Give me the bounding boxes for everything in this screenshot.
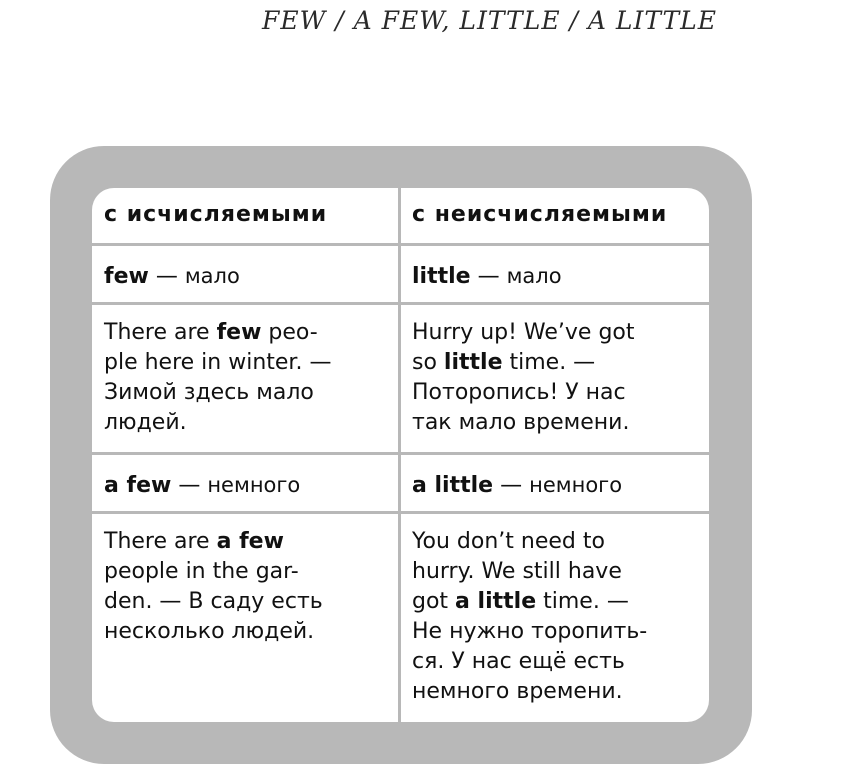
cell-few: [92, 261, 398, 292]
example-line: [412, 348, 709, 378]
example-line: Hurry up! We’ve got: [412, 320, 635, 345]
cell-little: [398, 261, 709, 292]
bold-fragment: little: [443, 350, 503, 375]
example-line: несколько людей.: [104, 619, 315, 644]
example-line: Не нужно торопить-: [412, 619, 648, 644]
meaning-little: мало: [506, 264, 562, 288]
example-line: людей.: [104, 410, 187, 435]
text-fragment: There are: [104, 320, 217, 345]
dash: —: [148, 264, 185, 289]
bold-fragment: few: [216, 320, 262, 345]
text-fragment: so: [412, 350, 444, 375]
example-line: You don’t need to: [412, 529, 605, 554]
word-a-little: a little: [412, 473, 494, 498]
text-fragment: There are: [104, 529, 217, 554]
example-line: [104, 527, 398, 557]
example-line: [104, 318, 398, 348]
header-uncountable: с неисчисляемыми: [412, 202, 668, 227]
text-fragment: got: [412, 589, 456, 614]
word-little: little: [412, 264, 471, 289]
grammar-table: [92, 188, 709, 722]
example-line: ple here in winter. —: [104, 350, 332, 375]
example-line: немного времени.: [412, 679, 623, 704]
bold-fragment: a little: [455, 589, 537, 614]
example-a-few: [92, 527, 398, 707]
word-a-few: a few: [104, 473, 172, 498]
example-line: hurry. We still have: [412, 559, 622, 584]
example-line: Зимой здесь мало: [104, 380, 314, 405]
word-few: few: [104, 264, 149, 289]
example-line: den. — В саду есть: [104, 589, 323, 614]
example-line: people in the gar-: [104, 559, 299, 584]
bold-fragment: a few: [216, 529, 284, 554]
page-title: FEW / A FEW, LITTLE / A LITTLE: [262, 6, 718, 35]
text-fragment: peo-: [261, 320, 318, 345]
meaning-few: мало: [184, 264, 240, 288]
text-fragment: time. —: [536, 589, 629, 614]
text-fragment: time. —: [502, 350, 596, 375]
meaning-a-few: немного: [207, 473, 301, 497]
example-line: ся. У нас ещё есть: [412, 649, 625, 674]
example-few: [92, 318, 398, 438]
example-little: [398, 318, 709, 438]
cell-a-little: [398, 470, 709, 501]
cell-a-few: [92, 470, 398, 501]
header-countable: с исчисляемыми: [104, 202, 328, 227]
meaning-a-little: немного: [529, 473, 623, 497]
dash: —: [493, 473, 530, 498]
dash: —: [171, 473, 208, 498]
example-line: [412, 587, 709, 617]
dash: —: [470, 264, 507, 289]
example-line: так мало времени.: [412, 410, 630, 435]
example-line: Поторопись! У нас: [412, 380, 626, 405]
example-a-little: [398, 527, 709, 707]
column-divider: [398, 188, 401, 722]
